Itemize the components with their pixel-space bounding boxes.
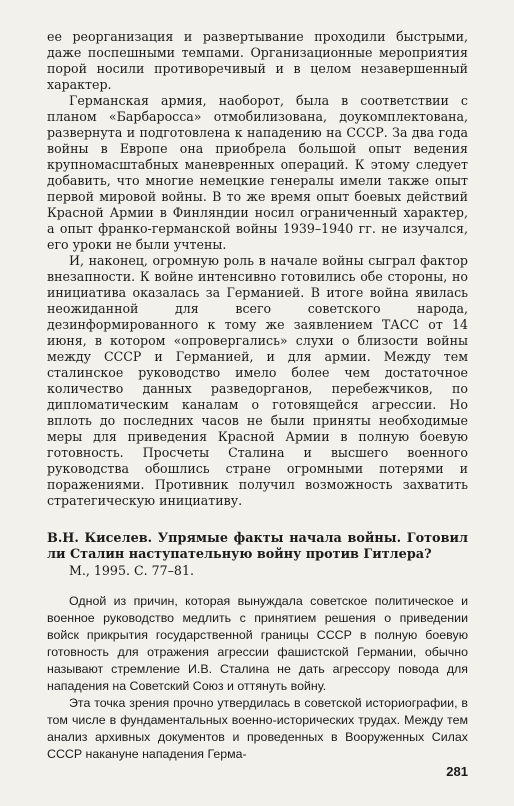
source-title: В.Н. Киселев. Упрямые факты начала войны. Готовил ли Сталин наступательную войну против Гитлера?: [47, 531, 468, 562]
paragraph-german-army: Германская армия, наоборот, была в соответствии с планом «Барбаросса» отмобилизована, доукомплектована, развернута и подготовлена к нападению на СССР. За два года войны в Европе она приобрела большой опыт ведения крупномасштабных маневренных операций. К этому следует добавить, что многие немецкие генералы имели также опыт первой мировой войны. В то же время опыт боевых действий Красной Армии в Финляндии носил ограниченный характер, а опыт франко-германской войны 1939–1940 гг. не изучался, его уроки не были учтены.: [47, 93, 468, 252]
source-reference: [47, 531, 468, 579]
section-spacer: [47, 509, 468, 531]
source-publication: М., 1995. С. 77–81.: [69, 563, 194, 578]
document-page: [47, 29, 468, 763]
quote-paragraph-historiography: Эта точка зрения прочно утвердилась в советской историографии, в том числе в фундаментальных военно-исторических трудах. Между тем анализ архивных документов и проведенных в Вооруженных Силах СССР накануне нападения Герма-: [47, 696, 468, 761]
page-number: 281: [446, 764, 468, 779]
quote-paragraph-reasons: Одной из причин, которая вынуждала советское политическое и военное руководство медлить с принятием решения о приведении войск прикрытия государственной границы СССР в полную боевую готовность для отражения агрессии фашистской Германии, обычно называют стремление И.В. Сталина не дать агрессору повода для нападения на Советский Союз и оттянуть войну.: [47, 594, 468, 693]
paragraph-surprise-factor: И, наконец, огромную роль в начале войны сыграл фактор внезапности. К войне интенсивно готовились обе стороны, но инициатива оказалась за Германией. В итоге война явилась неожиданной для всего советского народа, дезинформированного к тому же заявлением ТАСС от 14 июня, в котором «опровергались» слухи о близости войны между СССР и Германией, и для армии. Между тем сталинское руководство имело более чем достаточное количество данных разведорганов, перебежчиков, по дипломатическим каналам о готовящейся агрессии. Но вплоть до последних часов не были приняты необходимые меры для приведения Красной Армии в полную боевую готовность. Просчеты Сталина и высшего военного руководства обошлись стране огромными потерями и поражениями. Противник получил возможность захватить стратегическую инициативу.: [47, 253, 468, 508]
quoted-excerpt: [47, 593, 468, 763]
paragraph-reorganization: ее реорганизация и развертывание проходили быстрыми, даже поспешными темпами. Организационные мероприятия порой носили противоречивый и в целом незавершенный характер.: [47, 29, 468, 92]
